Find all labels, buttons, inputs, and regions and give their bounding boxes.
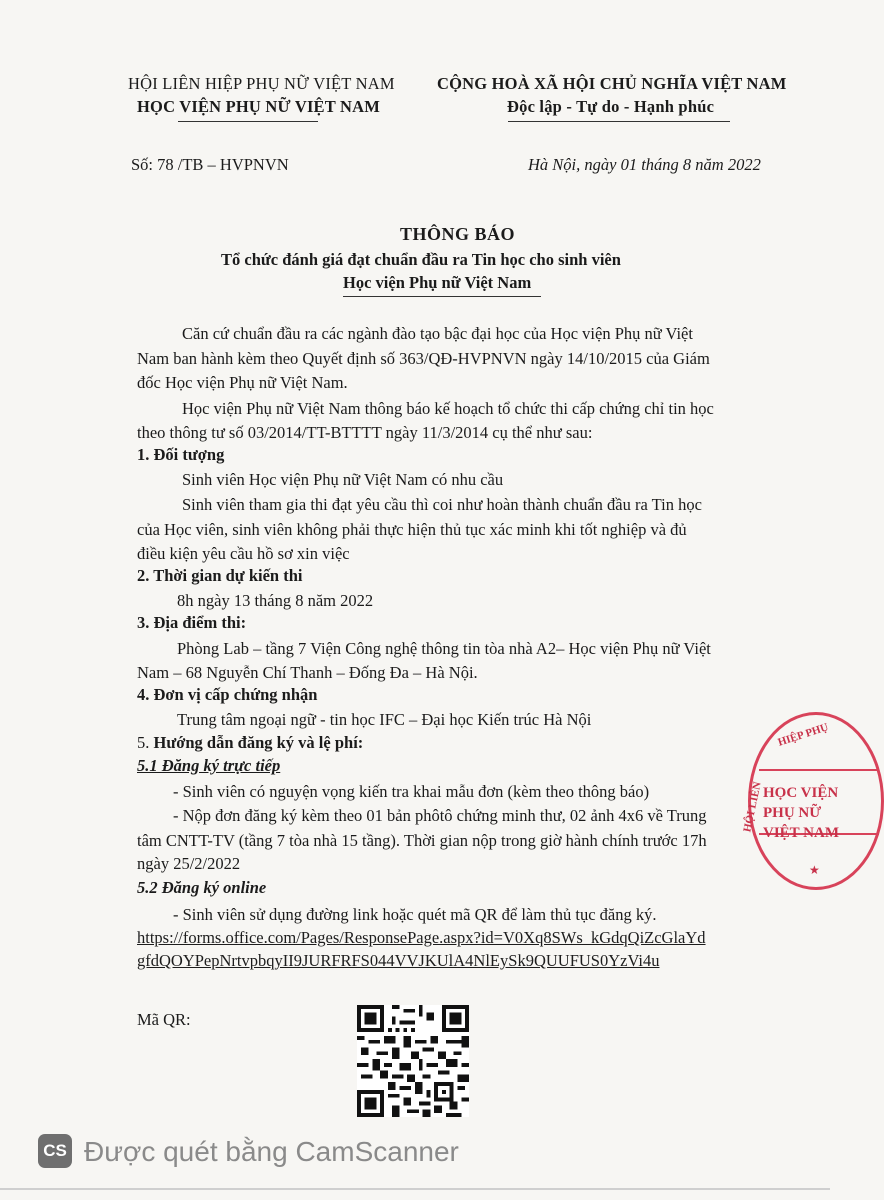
section-5-number: 5. xyxy=(137,733,150,752)
section-3-heading: 3. Địa điểm thi: xyxy=(137,613,247,632)
country-motto-underline xyxy=(508,121,730,122)
camscanner-logo-icon: CS xyxy=(38,1134,72,1168)
section-4-heading: 4. Đơn vị cấp chứng nhận xyxy=(137,685,318,704)
registration-link-line2[interactable]: gfdQOYPepNrtvpbqyII9JURFRFS044VVJKUlA4NlEySk9QUUFUS0YzVi4u xyxy=(137,951,660,970)
qr-code[interactable] xyxy=(357,1005,469,1117)
seal-line1: HỌC VIỆN xyxy=(763,785,839,801)
seal-side-text: HỘI LIÊN xyxy=(741,780,764,834)
subsection-5-2-line1: - Sinh viên sử dụng đường link hoặc quét mã QR để làm thủ tục đăng ký. xyxy=(173,905,657,924)
seal-inner-band xyxy=(759,769,879,841)
qr-label: Mã QR: xyxy=(137,1010,191,1029)
official-seal xyxy=(741,712,884,890)
document-number: Số: 78 /TB – HVPNVN xyxy=(131,155,289,174)
subsection-5-2-heading: 5.2 Đăng ký online xyxy=(137,878,267,897)
section-5-heading xyxy=(137,731,363,754)
intro-p1-line1: Căn cứ chuẩn đầu ra các ngành đào tạo bậc đại học của Học viện Phụ nữ Việt xyxy=(182,324,693,343)
notice-title: THÔNG BÁO xyxy=(400,224,516,244)
registration-link-line1[interactable]: https://forms.office.com/Pages/ResponsePage.aspx?id=V0Xq8SWs_kGdqQiZcGlaYd xyxy=(137,928,706,947)
subsection-5-1-line3: tâm CNTT-TV (tầng 7 tòa nhà 15 tầng). Thời gian nộp trong giờ hành chính trước 17h xyxy=(137,831,707,850)
section-5-title: Hướng dẫn đăng ký và lệ phí: xyxy=(153,733,364,752)
org-parent-name: HỘI LIÊN HIỆP PHỤ NỮ VIỆT NAM xyxy=(128,74,395,93)
scan-edge-line xyxy=(0,1188,830,1190)
country-name: CỘNG HOÀ XÃ HỘI CHỦ NGHĨA VIỆT NAM xyxy=(437,74,787,93)
title-underline xyxy=(343,296,541,297)
section-1-heading: 1. Đối tượng xyxy=(137,445,225,464)
camscanner-watermark: Được quét bằng CamScanner xyxy=(84,1136,459,1167)
section-1-line3: của Học viên, sinh viên không phải thực hiện thủ tục xác minh khi tốt nghiệp và đủ xyxy=(137,520,687,539)
subsection-5-1-line4: ngày 25/2/2022 xyxy=(137,854,241,873)
seal-star-icon: ★ xyxy=(809,863,820,877)
country-motto: Độc lập - Tự do - Hạnh phúc xyxy=(507,97,715,116)
notice-subtitle-line1: Tổ chức đánh giá đạt chuẩn đầu ra Tin học cho sinh viên xyxy=(221,250,621,269)
section-3-line2: Nam – 68 Nguyễn Chí Thanh – Đống Đa – Hà Nội. xyxy=(137,663,478,682)
subsection-5-1-heading: 5.1 Đăng ký trực tiếp xyxy=(137,756,281,775)
section-1-line4: điều kiện yêu cầu hồ sơ xin việc xyxy=(137,544,350,563)
section-2-heading: 2. Thời gian dự kiến thi xyxy=(137,566,303,585)
section-3-line1: Phòng Lab – tầng 7 Viện Công nghệ thông tin tòa nhà A2– Học viện Phụ nữ Việt xyxy=(177,639,711,658)
intro-p1-line3: đốc Học viện Phụ nữ Việt Nam. xyxy=(137,373,348,392)
subsection-5-1-line2: - Nộp đơn đăng ký kèm theo 01 bản phôtô chứng minh thư, 02 ảnh 4x6 về Trung xyxy=(173,806,707,825)
notice-subtitle-line2: Học viện Phụ nữ Việt Nam xyxy=(343,273,532,292)
org-name-underline xyxy=(178,121,318,122)
section-4-line1: Trung tâm ngoại ngữ - tin học IFC – Đại học Kiến trúc Hà Nội xyxy=(177,710,592,729)
seal-line2: PHỤ NỮ xyxy=(763,805,822,821)
intro-p2-line2: theo thông tư số 03/2014/TT-BTTTT ngày 11/3/2014 cụ thể như sau: xyxy=(137,423,593,442)
seal-line3: VIỆT NAM xyxy=(763,825,839,841)
section-2-line1: 8h ngày 13 tháng 8 năm 2022 xyxy=(177,591,374,610)
section-1-line1: Sinh viên Học viện Phụ nữ Việt Nam có nhu cầu xyxy=(182,470,504,489)
subsection-5-1-line1: - Sinh viên có nguyện vọng kiến tra khai mẫu đơn (kèm theo thông báo) xyxy=(173,782,650,801)
section-1-line2: Sinh viên tham gia thi đạt yêu cầu thì coi như hoàn thành chuẩn đầu ra Tin học xyxy=(182,495,702,514)
org-name: HỌC VIỆN PHỤ NỮ VIỆT NAM xyxy=(137,97,381,116)
intro-p1-line2: Nam ban hành kèm theo Quyết định số 363/QĐ-HVPNVN ngày 14/10/2015 của Giám xyxy=(137,349,710,368)
seal-top-text: HIỆP PHỤ xyxy=(776,721,830,749)
intro-p2-line1: Học viện Phụ nữ Việt Nam thông báo kế hoạch tổ chức thi cấp chứng chỉ tin học xyxy=(182,399,714,418)
document-date: Hà Nội, ngày 01 tháng 8 năm 2022 xyxy=(528,155,761,174)
